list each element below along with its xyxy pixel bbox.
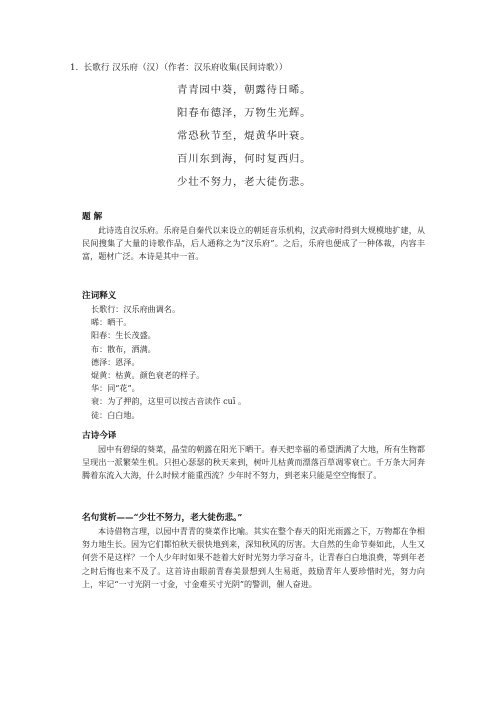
note-item: 布：散布，洒满。 <box>91 343 156 354</box>
item-title: 长歌行 汉乐府（汉）（作者：汉乐府收集(民间诗歌）） <box>83 63 288 73</box>
note-item: 德泽：恩泽。 <box>91 356 140 367</box>
intro-title: 题 解 <box>82 212 103 222</box>
appreciation-title: 名句赏析——“少壮不努力，老大徒伤悲。” <box>82 513 243 523</box>
intro-section <box>82 211 425 264</box>
poem <box>177 79 311 194</box>
poem-line: 常恐秋节至，焜黄华叶衰。 <box>177 130 312 142</box>
poem-line: 少壮不努力，老大徒伤悲。 <box>177 176 312 188</box>
intro-text: 此诗选自汉乐府。乐府是自秦代以来设立的朝廷音乐机构，汉武帝时得到大规模地扩建，从民间搜集了大量的诗歌作品，后人通称之为“汉乐府”。之后，乐府也便成了一种体裁，内容丰富，题材广泛。本诗是其中一首。 <box>82 225 425 262</box>
appreciation-section <box>82 512 425 591</box>
poem-line: 百川东到海，何时复西归。 <box>177 153 312 165</box>
poem-line: 阳春布德泽，万物生光辉。 <box>177 107 312 119</box>
appreciation-text: 本诗借物言理，以园中青青的葵菜作比喻。其实在整个春天的阳光雨露之下，万物都在争相努力地生长。因为它们都怕秋天很快地到来，深知秋风的厉害。大自然的生命节奏如此，人生又何尝不是这样？一个人少年时如果不趁着大好时光努力学习奋斗，让青春白白地浪费，等到年老之时后悔也来不及了。这首诗由眼前青春美景想到人生易逝，鼓励青年人要珍惜时光，努力向上，牢记“一寸光阴一寸金，寸金难买寸光阴”的警训，催人奋进。 <box>82 526 425 589</box>
note-item: 长歌行：汉乐府曲调名。 <box>91 304 181 314</box>
translation-section <box>82 430 425 483</box>
poem-line: 青青园中葵，朝露待日晞。 <box>177 84 312 96</box>
translation-text: 园中有碧绿的葵菜，晶莹的朝露在阳光下晒干。春天把幸福的希望洒满了大地，所有生物都呈现出一派繁荣生机。只担心瑟瑟的秋天来到，树叶儿枯黄而漂落百草凋零衰亡。千万条大河奔腾着东流入大海，什么时候才能重西流？少年时不努力，到老来只能是空空悔恨了。 <box>82 444 425 481</box>
note-item: 焜黄：枯黄。颜色衰老的样子。 <box>91 370 205 381</box>
note-item: 华：同“花”。 <box>91 383 140 394</box>
note-item: 阳春：生长茂盛。 <box>91 330 156 341</box>
notes-title: 注词释义 <box>82 291 117 301</box>
item-heading <box>70 61 287 73</box>
note-item: 徒：白白地。 <box>91 409 140 420</box>
notes-section <box>82 290 425 422</box>
translation-title: 古诗今译 <box>82 431 117 441</box>
note-item: 晞：晒干。 <box>91 317 132 328</box>
note-item: 衰：为了押韵，这里可以按古音读作 cuī 。 <box>91 396 247 407</box>
item-number: 1. <box>70 63 79 73</box>
